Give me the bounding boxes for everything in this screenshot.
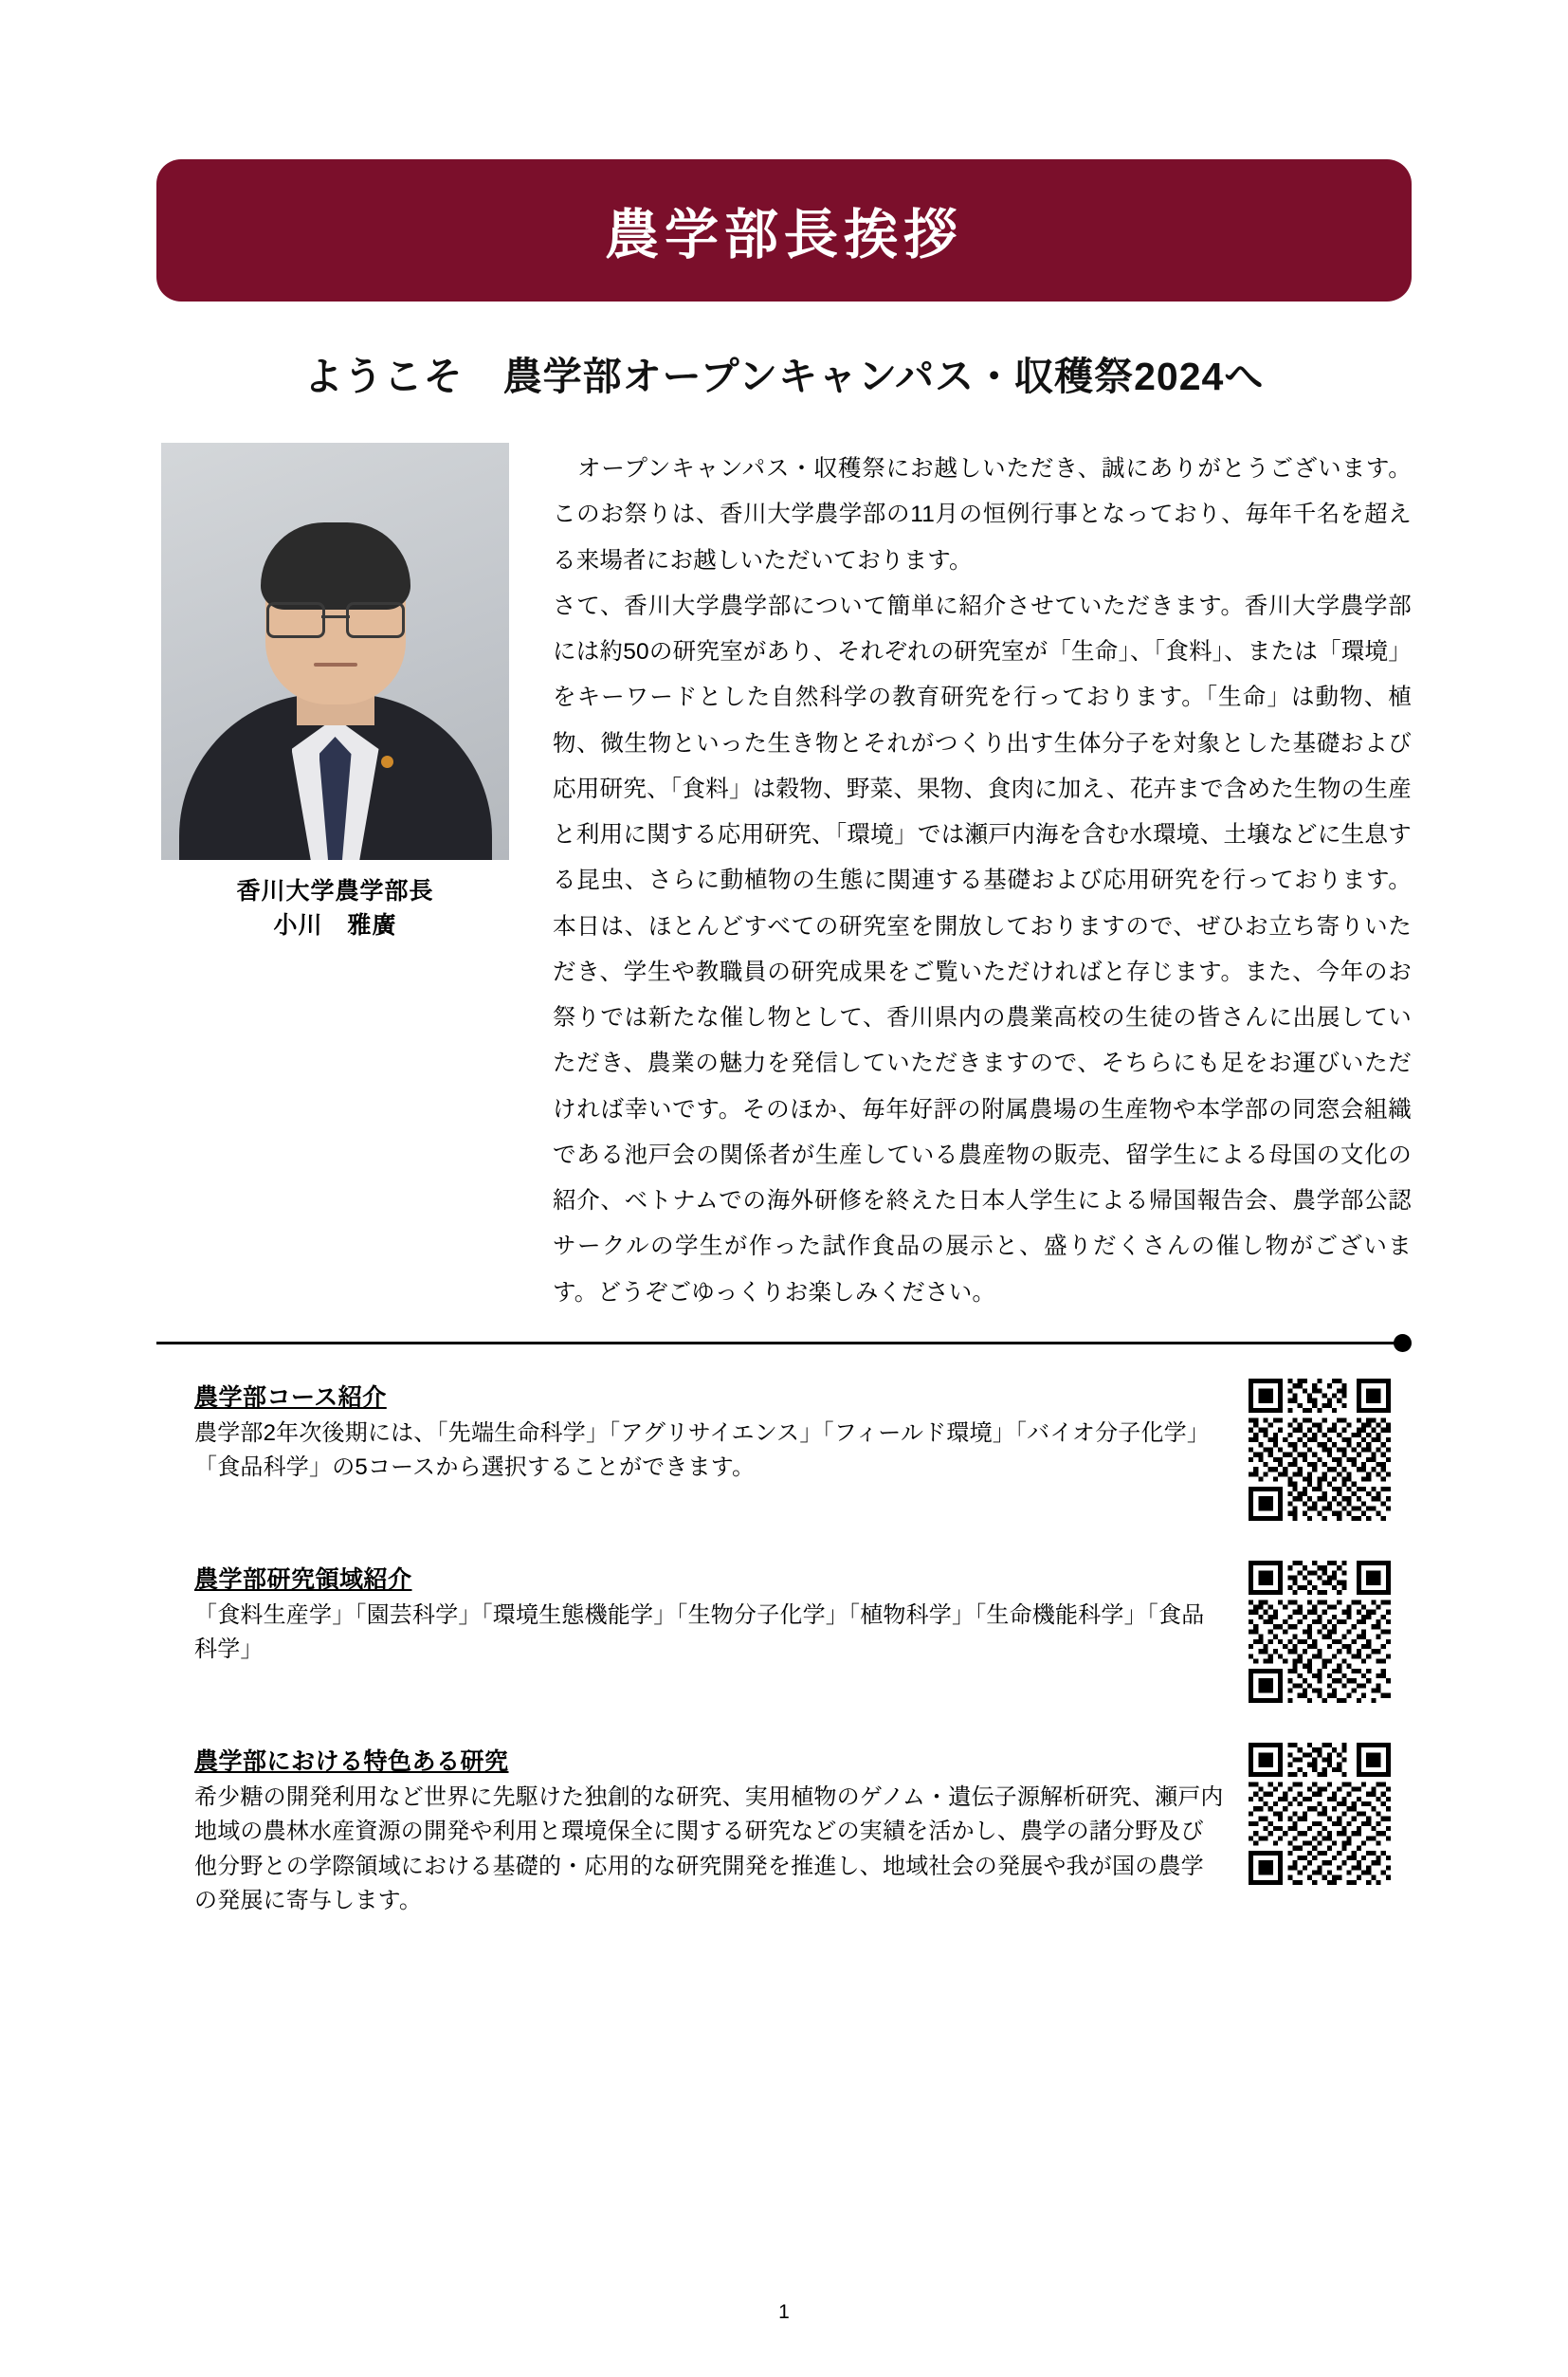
- dean-portrait-photo: [161, 443, 509, 860]
- greeting-paragraph-2: さて、香川大学農学部について簡単に紹介させていただきます。香川大学農学部には約50の研究室があり、それぞれの研究室が「生命」、「食料」、または「環境」をキーワードとした自然科学の教育研究を行っております。「生命」は動物、植物、微生物といった生き物とそれがつくり出す生体分子を対象とした基礎および応用研究、「食料」は穀物、野菜、果物、食肉に加え、花卉まで含めた生物の生産と利用に関する応用研究、「環境」では瀬戸内海を含む水環境、土壌などに生息する昆虫、さらに動植物の生態に関連する基礎および応用研究を行っております。本日は、ほとんどすべての研究室を開放しておりますので、ぜひお立ち寄りいただき、学生や教職員の研究成果をご覧いただければと存じます。また、今年のお祭りでは新たな催し物として、香川県内の農業高校の生徒の皆さんに出展していただき、農業の魅力を発信していただきますので、そちらにも足をお運びいただければ幸いです。そのほか、毎年好評の附属農場の生産物や本学部の同窓会組織である池戸会の関係者が生産している農産物の販売、留学生による母国の文化の紹介、ベトナムでの海外研修を終えた日本人学生による帰国報告会、農学部公認サークルの学生が作った試作食品の展示と、盛りだくさんの催し物がございます。どうぞごゆっくりお楽しみください。: [553, 593, 1412, 1306]
- section-divider: [156, 1333, 1412, 1352]
- glasses-icon: [264, 602, 407, 634]
- page-title: 農学部長挨拶: [605, 205, 963, 265]
- info-block: [194, 1743, 1412, 1919]
- info-body: 農学部2年次後期には、「先端生命科学」「アグリサイエンス」「フィールド環境」「バイオ分子化学」「食品科学」の5コースから選択することができます。: [194, 1419, 1211, 1481]
- mouth-shape: [314, 663, 357, 667]
- info-body: 希少糖の開発利用など世界に先駆けた独創的な研究、実用植物のゲノム・遺伝子源解析研究、瀬戸内地域の農林水産資源の開発や利用と環境保全に関する研究などの実績を活かし、農学の諸分野及び他分野との学際領域における基礎的・応用的な研究開発を推進し、地域社会の発展や我が国の農学の発展に寄与します。: [194, 1783, 1224, 1914]
- info-heading: 農学部研究領域紹介: [194, 1565, 412, 1593]
- info-body: 「食料生産学」「園芸科学」「環境生態機能学」「生物分子化学」「植物科学」「生命機能科学」「食品科学」: [194, 1601, 1205, 1663]
- document-page: [0, 159, 1568, 2377]
- info-heading: 農学部コース紹介: [194, 1383, 387, 1411]
- dean-title-label: 香川大学農学部長: [236, 878, 434, 905]
- header-banner: [156, 159, 1412, 302]
- qr-code-course-intro[interactable]: [1249, 1379, 1391, 1521]
- qr-code-featured-research[interactable]: [1249, 1743, 1391, 1885]
- divider-dot-icon: [1394, 1334, 1412, 1352]
- info-text: [194, 1379, 1249, 1486]
- lapel-pin-icon: [381, 756, 393, 768]
- info-block: [194, 1379, 1412, 1521]
- dean-caption: [161, 875, 509, 942]
- welcome-subtitle: ようこそ 農学部オープンキャンパス・収穫祭2024へ: [303, 355, 1265, 398]
- dean-name-label: 小川 雅廣: [273, 911, 397, 939]
- divider-line: [156, 1342, 1396, 1344]
- info-heading: 農学部における特色ある研究: [194, 1747, 509, 1775]
- info-text: [194, 1561, 1249, 1668]
- greeting-text-column: [509, 443, 1412, 1316]
- page-number: 1: [778, 2301, 790, 2323]
- info-blocks-section: [156, 1379, 1412, 1919]
- info-block: [194, 1561, 1412, 1703]
- qr-code-research-areas[interactable]: [1249, 1561, 1391, 1703]
- info-text: [194, 1743, 1249, 1919]
- greeting-paragraph-1: オープンキャンパス・収穫祭にお越しいただき、誠にありがとうございます。このお祭りは、香川大学農学部の11月の恒例行事となっており、毎年千名を超える来場者にお越しいただいております。: [553, 456, 1412, 574]
- dean-photo-column: [156, 443, 509, 942]
- greeting-section: [156, 443, 1412, 1316]
